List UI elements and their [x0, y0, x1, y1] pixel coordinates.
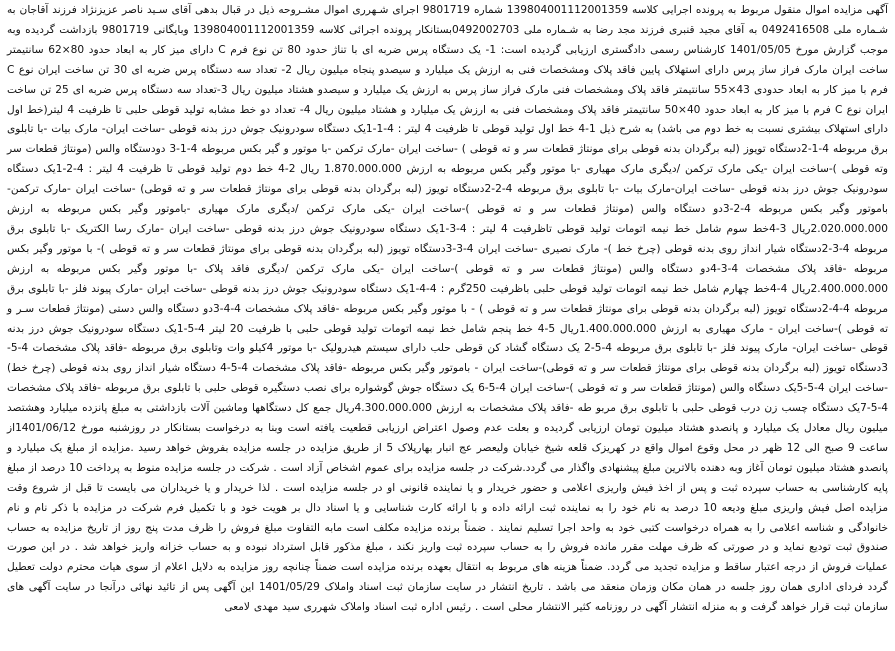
auction-notice-paragraph: آگهی مزایده اموال منقول مربوط به پرونده اجرایی کلاسه 139804001112001359 شماره 9801719 اجرای شـهرری اموال مشـروحه ذیل در قبال بدهی آقای سـید ناصر عزیزنژاد فرزند آقاجان به شـماره ملی 0492416508 به آقای مجید قنبری فرزند مجد رضا به شـماره ملی 0492002703بستانکار پرونده اجرائی کلاسه 139804001112001359 وبایگانی 9801719 بازداشت گردیده وبه موجب گزارش مورخ 1401/05/05 کارشناس رسمی دادگستری ارزیابی گردیده است: 1- یک دستگاه پرس ضربه ای با تناژ حدود 80 تن نوع فرم C دارای میز کار به ابعاد حدود 80×62 سانتیمتر ساخت ایران مارک فراز ساز پرس دارای استهلاک پایین فاقد پلاک ومشخصات فنی به ارزش یک میلیارد و سیصدو پنجاه میلیون ریال 2- تعداد سه دستگاه پرس ضربه ای 30 تن ساخت ایران نوع C فرم با میز کار به ابعاد حدودی 43×55 سانتیمتر فاقد پلاک ومشخصات فنی مارک فراز ساز پرس به ارزش یک میلیارد و سیصدو هشتاد میلیون ریال 3-تعداد سه دستگاه پرس ضربه ای 25 تن ساخت ایران نوع C فرم با میز کار به ابعاد حدود 40×50 سانتیمتر فاقد پلاک ومشخصات فنی به ارزش یک میلیارد و هشتاد میلیون ریال 4- تعداد دو خط مشابه تولید قوطی حلبی تا ظرفیت 4 لیتر(خط اول دارای استهلاک بیشتری نسبت به خط دوم می باشد) به شرح ذیل 1-4 خط اول تولید قوطی تا ظرفیت 4 لیتر : 4-1-1یک دستگاه سودرونیک جوش درز بدنه قوطی -ساخت ایران- مارک بیات -با تابلوی برق مربوطه 4-1-2دستگاه تویوز (لبه برگردان بدنه قوطی برای مونتاژ قطعات سر و ته قوطی ) -ساخت ایران -مارک ترکمن -با موتور و گیر بکس مربوطه 4-1-3 دودستگاه والس (مونتاژ قطعات سر وته قوطی )-ساخت ایران -یکی مارک ترکمن /دیگری مارک مهیاری -با موتور وگیر بکس مربوطه به ارزش 1.870.000.000 ریال 2-4 خط دوم تولید قوطی تا ظرفیت 4 لیتر : 4-2-1یک دستگاه سودرونیک جوش درز بدنه قوطی -ساخت ایران-مارک بیات -با تابلوی برق مربوطه 4-2-2دستگاه تویوز (لبه برگردان بدنه قوطی برای مونتاژ قطعات سر و ته قوطی) -ساخت ایران -مارک ترکمن- باموتور وگیر بکس مربوطه 4-2-3دو دستگاه والس (مونتاژ قطعات سر و ته قوطی )-ساخت ایران -یکی مارک ترکمن /دیگری مارک مهیاری -باموتور وگیر بکس مربوطه به ارزش 2.020.000.000ریال 3-4خط سوم شامل خط نیمه اتومات تولید قوطی تاظرفیت 4 لیتر : 4-3-1یک دستگاه سودرونیک جوش درز بدنه قوطی -ساخت ایران -مارک رسا الکتریک -با تابلوی برق مربوطه 4-3-2دستگاه شیار انداز روی بدنه قوطی (چرخ خط )- مارک نصیری -ساخت ایران 4-3-3دستگاه تویوز (لبه برگردان بدنه قوطی برای مونتاژ قطعات سر و ته قوطی )- با موتور وگیر بکس مربوطه -فاقد پلاک مشخصات 4-3-4دو دستگاه والس (مونتاژ قطعات سر و ته قوطی )-ساخت ایران -یکی مارک ترکمن /دیگری فاقد پلاک -با موتور وگیر بکس مربوطه به ارزش 2.400.000.000ریال 4-4خط چهارم شامل خط نیمه اتومات تولید قوطی حلبی باظرفیت 250گرم : 4-4-1یک دستگاه سودرونیک جوش درز بدنه قوطی -ساخت ایران -مارک پیوند فلز -با تابلوی برق مربوطه 4-4-2دستگاه تویوز (لبه برگردان بدنه قوطی برای مونتاژ قطعات سر و ته قوطی ) - با موتور وگیر بکس مربوطه -فاقد پلاک مشخصات 4-4-3دو دستگاه والس دستی (مونتاژ قطعات سـر و ته قوطی )-ساخت ایران - مارک مهیاری به ارزش 1.400.000.000ریال 5-4 خط پنجم شامل خط نیمه اتومات تولید قوطی حلبی با ظرفیت 20 لیتر 4-5-1یک دستگاه سودرونیک جوش درز بدنه قوطی -ساخت ایران- مارک پیوند فلز -با تابلوی برق مربوطه 4-5-2 یک دستگاه گشاد کن قوطی حلب دارای سیستم هیدرولیک -با موتور 4کیلو وات وتابلوی برق مربوطه -فاقد پلاک مشخصات 4-5-3دستگاه تویوز (لبه برگردان بدنه قوطی برای مونتاژ قطعات سر و ته قوطی)-ساخت ایران - باموتور وگیر بکس مربوطه -فاقد پلاک مشخصات 4-5-4 دستگاه شیار انداز روی بدنه قوطی (چرخ خط) -ساخت ایران 4-5-5یک دستگاه والس (مونتاژ قطعات سر و ته قوطی )-ساخت ایران 4-5-6 یک دستگاه جوش گوشواره برای نصب دستگیره قوطی حلبی با تابلوی برق مربوطه -فاقد پلاک مشخصات 4-5-7یک دستگاه چسب زن درب قوطی حلبی با تابلوی برق مربو طه -فاقد پلاک مشخصات به ارزش 4.300.000.000ریال جمع کل دستگاهها وماشین آلات بازداشتی به مبلغ پانزده میلیارد وهشتصد میلیون ریال معادل یک میلیارد و پانصدو هشتاد میلیون تومان ارزیابی گردیده و بعلت عدم وصول اعتراض ارزیابی قطعیت یافته است وبنا به درخواست بستانکار در روزشنبه مورخ 1401/06/12از ساعت 9 صبح الی 12 ظهر در محل وقوع اموال واقع در کهریزک قلعه شیخ خیابان ولیعصر عج انبار بهارپلاک 5 از طریق مزایده در جلسه مزایده بفروش خواهد رسید .مزایده از مبلغ یک میلیارد و پانصدو هشتاد میلیون تومان آغاز وبه دهنده بالاترین مبلغ پیشنهادی واگذار می گردد.شرکت در جلسه مزایده برای عموم اشخاص آزاد است . شرکت در جلسه مزایده منوط به پرداخت 10 درصد از مبلغ پایه کارشناسی به حساب سپرده ثبت و پس از اخذ فیش واریزی اعلامی و حضور خریدار و یا نماینده قانونی او در جلسه مزایده است . لذا خریدار و یا خریداران می بایست تا قبل از شروع وقت مزایده اصل فیش واریزی مبلغ ودیعه 10 درصد به نام خود را به نماینده ثبت ارائه داده و با ارائه کارت شناسایی و یا اسناد دال بر هویت خود و با تکمیل فرم شرکت در مزایده با ذکر نام و نام خانوادگی و شناسه اعلامی را به همراه درخواست کتبی خود به واحد اجرا تسلیم نمایند . ضمناً برنده مزایده مکلف است مابه التفاوت مبلغ فروش را ظرف مدت پنج روز از تاریخ مزایده به حساب صندوق ثبت تودیع نماید و در صورتی که ظرف مهلت مقرر مانده فروش را به حساب سپرده ثبت واریز نکند ، مبلغ مذکور قابل استرداد نبوده و به حساب خزانه واریز خواهد شد . در این صورت عملیات فروش از درجه اعتبار ساقط و مزایده تجدید می گردد. ضمناً هزینه های مربوط به انتقال بعهده برنده مزایده است ضمناً چنانچه روز مزایده به دلایل اعلام از سوی هیات محترم دولت تعطیل گردد فردای اداری همان روز جلسه در همان مکان وزمان منعقد می باشد . تاریخ انتشار در سایت سازمان ثبت اسناد واملاک 1401/05/29 این آگهی پس از تائید نهائی درآنجا در سایت آگهی های سازمان ثبت قرار خواهد گرفت و به منزله انتشار آگهی در روزنامه کثیر الانتشار محلی است . رئیس اداره ثبت اسناد واملاک شهرری سید مهدی لامعی [7, 4, 889, 614]
